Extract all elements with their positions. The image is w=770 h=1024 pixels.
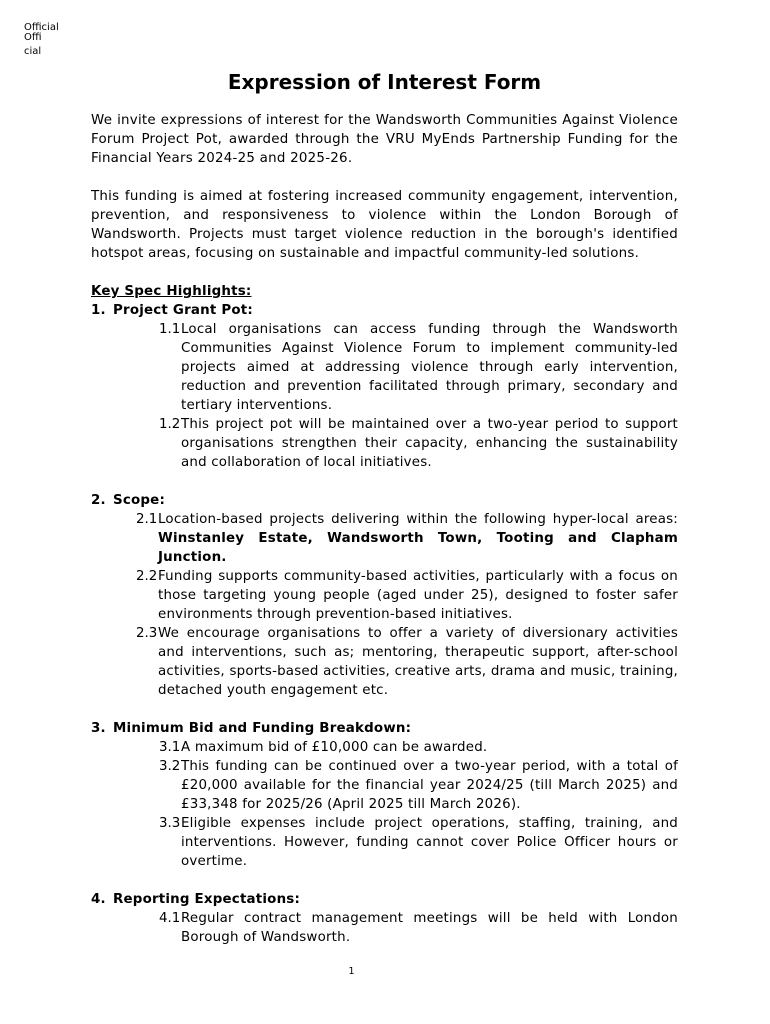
- list-item: [91, 320, 678, 415]
- item-number: 1.2: [159, 417, 181, 432]
- list-item: [91, 909, 678, 947]
- section-scope: [91, 491, 678, 700]
- page-title: Expression of Interest Form: [227, 70, 542, 94]
- security-marking-header: Official: [24, 22, 59, 33]
- item-text: This funding can be continued over a two-year period, with a total of £20,000 available for the financial year 2024/25 (till March 2025) and £33,348 for 2025/26 (April 2025 till March 2026).: [181, 759, 678, 812]
- list-item: [91, 738, 678, 757]
- item-number: 3.3: [159, 816, 181, 831]
- section-heading: Scope:: [113, 493, 166, 508]
- section-number: 1.: [91, 303, 106, 318]
- key-spec-heading: Key Spec Highlights:: [91, 284, 252, 299]
- item-text: Funding supports community-based activities, particularly with a focus on those targeting young people (aged under 25), designed to foster safer environments through prevention-based initiatives.: [158, 569, 678, 622]
- section-number: 4.: [91, 892, 106, 907]
- section-number: 3.: [91, 721, 106, 736]
- intro-paragraph-2: This funding is aimed at fostering increased community engagement, intervention, prevention, and responsiveness to violence within the London Borough of Wandsworth. Projects must target violence reduction in the borough's identified hotspot areas, focusing on sustainable and impactful community-led solutions.: [91, 189, 678, 261]
- item-text: This project pot will be maintained over a two-year period to support organisations strengthen their capacity, enhancing the sustainability and collaboration of local initiatives.: [181, 417, 678, 470]
- item-number: 3.1: [159, 740, 181, 755]
- item-text: A maximum bid of £10,000 can be awarded.: [181, 740, 488, 755]
- item-text: Location-based projects delivering within the following hyper-local areas:: [158, 512, 678, 527]
- item-number: 2.3: [136, 626, 158, 641]
- section-heading: Minimum Bid and Funding Breakdown:: [113, 721, 412, 736]
- item-number: 1.1: [159, 322, 181, 337]
- list-item: [91, 814, 678, 871]
- item-text: Eligible expenses include project operations, staffing, training, and interventions. However, funding cannot cover Police Officer hours or overtime.: [181, 816, 678, 869]
- item-text-bold-areas: Winstanley Estate, Wandsworth Town, Tooting and Clapham Junction.: [158, 531, 678, 565]
- item-text: Regular contract management meetings will be held with London Borough of Wandsworth.: [181, 911, 678, 945]
- item-number: 3.2: [159, 759, 181, 774]
- item-number: 4.1: [159, 911, 181, 926]
- document-page: [91, 66, 678, 947]
- list-item: [91, 624, 678, 700]
- section-funding-breakdown: [91, 719, 678, 871]
- list-item: [91, 510, 678, 567]
- item-number: 2.1: [136, 512, 158, 527]
- intro-paragraph-1: We invite expressions of interest for the Wandsworth Communities Against Violence Forum Project Pot, awarded through the VRU MyEnds Partnership Funding for the Financial Years 2024-25 and 2025-26.: [91, 113, 678, 166]
- list-item: [91, 757, 678, 814]
- section-heading: Project Grant Pot:: [113, 303, 253, 318]
- page-number: 1: [348, 966, 355, 977]
- list-item: [91, 415, 678, 472]
- security-marking-header-overlap: Official: [24, 32, 42, 57]
- item-text: Local organisations can access funding through the Wandsworth Communities Against Violence Forum to implement community-led projects aimed at addressing violence through early intervention, reduction and prevention facilitated through primary, secondary and tertiary interventions.: [181, 322, 678, 413]
- section-reporting-expectations: [91, 890, 678, 947]
- item-text: We encourage organisations to offer a variety of diversionary activities and interventions, such as; mentoring, therapeutic support, after-school activities, sports-based activities, creative arts, drama and music, training, detached youth engagement etc.: [158, 626, 678, 698]
- section-heading: Reporting Expectations:: [113, 892, 301, 907]
- section-number: 2.: [91, 493, 106, 508]
- item-number: 2.2: [136, 569, 158, 584]
- section-project-grant-pot: [91, 301, 678, 472]
- list-item: [91, 567, 678, 624]
